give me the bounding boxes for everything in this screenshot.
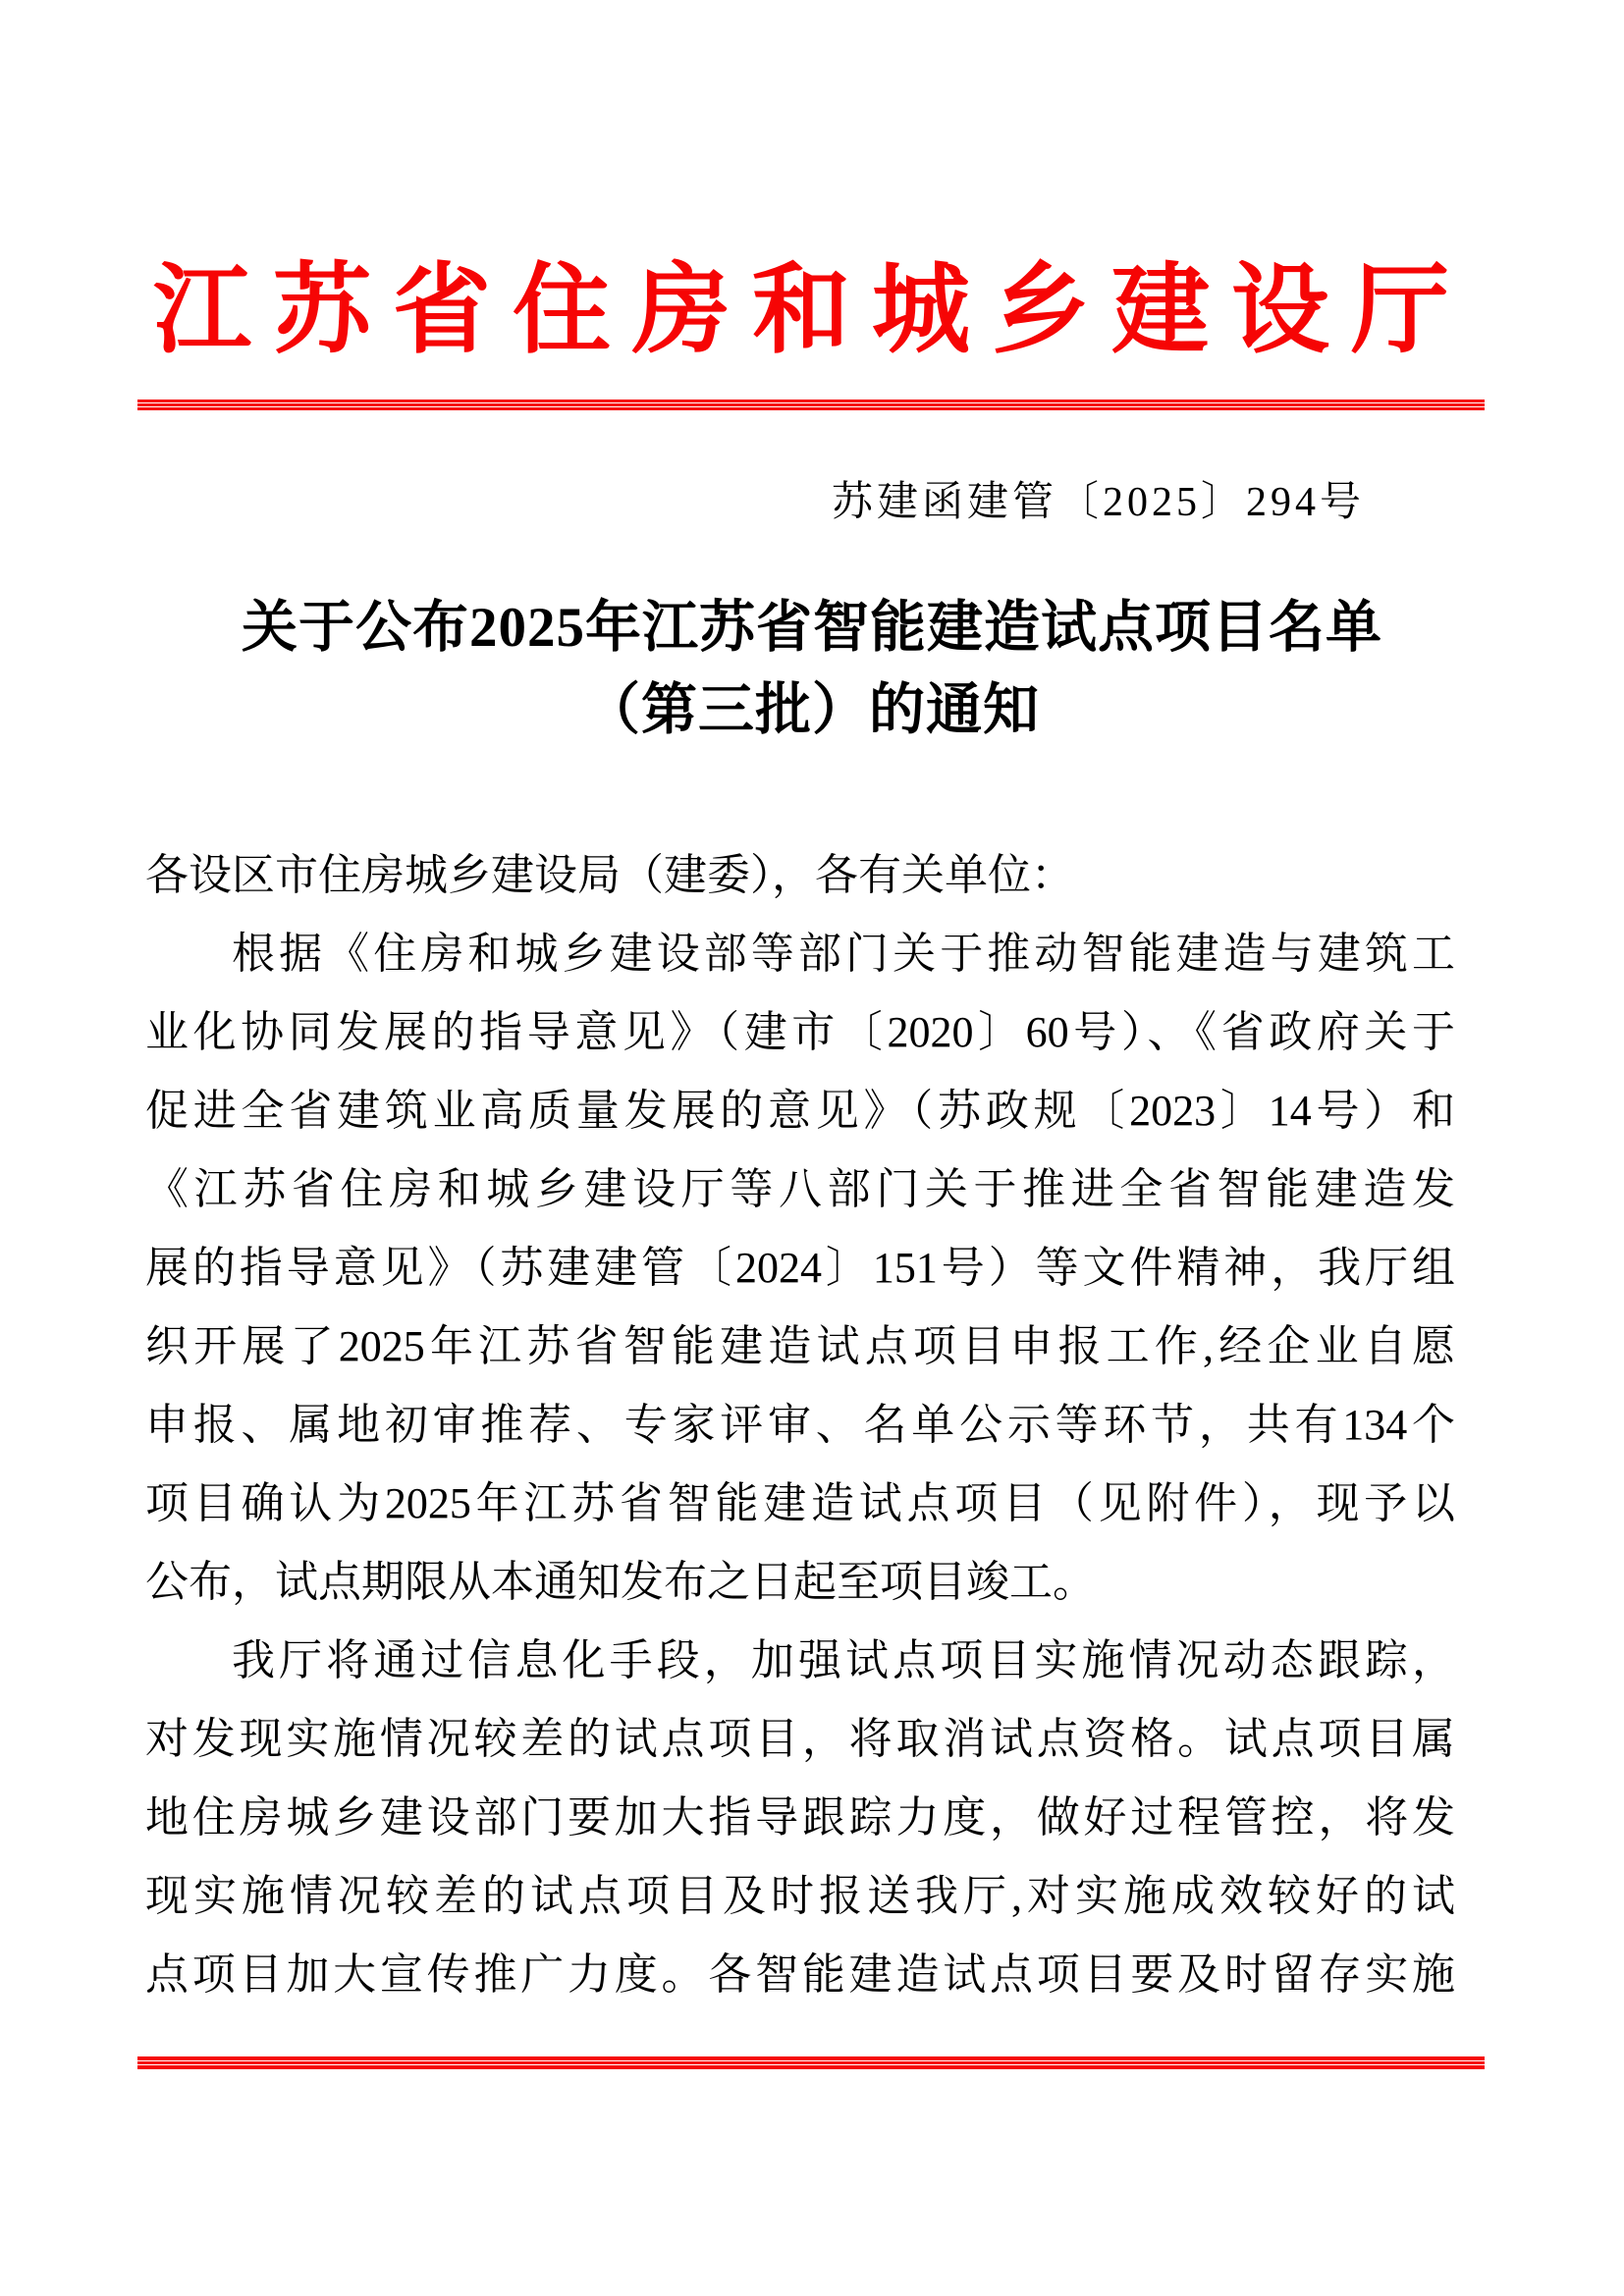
body-line: 地住房城乡建设部门要加大指导跟踪力度，做好过程管控，将发 [145, 1793, 1455, 1842]
document-title-line1: 关于公布2025年江苏省智能建造试点项目名单 [242, 597, 1382, 659]
header-red-rule [137, 400, 1485, 410]
body-line: 公布，试点期限从本通知发布之日起至项目竣工。 [145, 1558, 1096, 1606]
body-line: 对发现实施情况较差的试点项目，将取消试点资格。试点项目属 [145, 1715, 1455, 1763]
body-line: 根据《住房和城乡建设部等部门关于推动智能建造与建筑工 [232, 930, 1455, 978]
footer-red-rule [137, 2056, 1485, 2069]
body-line: 我厅将通过信息化手段，加强试点项目实施情况动态跟踪， [232, 1636, 1455, 1684]
body-line: 促进全省建筑业高质量发展的意见》（苏政规〔2023〕14号）和 [145, 1087, 1455, 1135]
body-line: 织开展了2025年江苏省智能建造试点项目申报工作,经企业自愿 [145, 1322, 1455, 1370]
document-title-line2: （第三批）的通知 [584, 679, 1040, 741]
body-line: 现实施情况较差的试点项目及时报送我厅,对实施成效较好的试 [145, 1872, 1455, 1920]
body-line: 项目确认为2025年江苏省智能建造试点项目（见附件），现予以 [145, 1479, 1455, 1527]
body-line: 点项目加大宣传推广力度。各智能建造试点项目要及时留存实施 [145, 1950, 1455, 1999]
body-line: 《江苏省住房和城乡建设厅等八部门关于推进全省智能建造发 [145, 1165, 1455, 1213]
body-line: 业化协同发展的指导意见》（建市〔2020〕60号）、《省政府关于 [145, 1008, 1455, 1056]
body-line-salutation: 各设区市住房城乡建设局（建委），各有关单位： [145, 851, 1074, 899]
document-title [0, 587, 1624, 752]
body-line: 申报、属地初审推荐、专家评审、名单公示等环节，共有134个 [145, 1401, 1455, 1449]
document-number: 苏建函建管〔2025〕294号 [831, 480, 1365, 525]
document-body [145, 836, 1455, 2014]
agency-name-header: 江苏省住房和城乡建设厅 [153, 256, 1471, 365]
body-line: 展的指导意见》（苏建建管〔2024〕151号）等文件精神，我厅组 [145, 1244, 1455, 1292]
